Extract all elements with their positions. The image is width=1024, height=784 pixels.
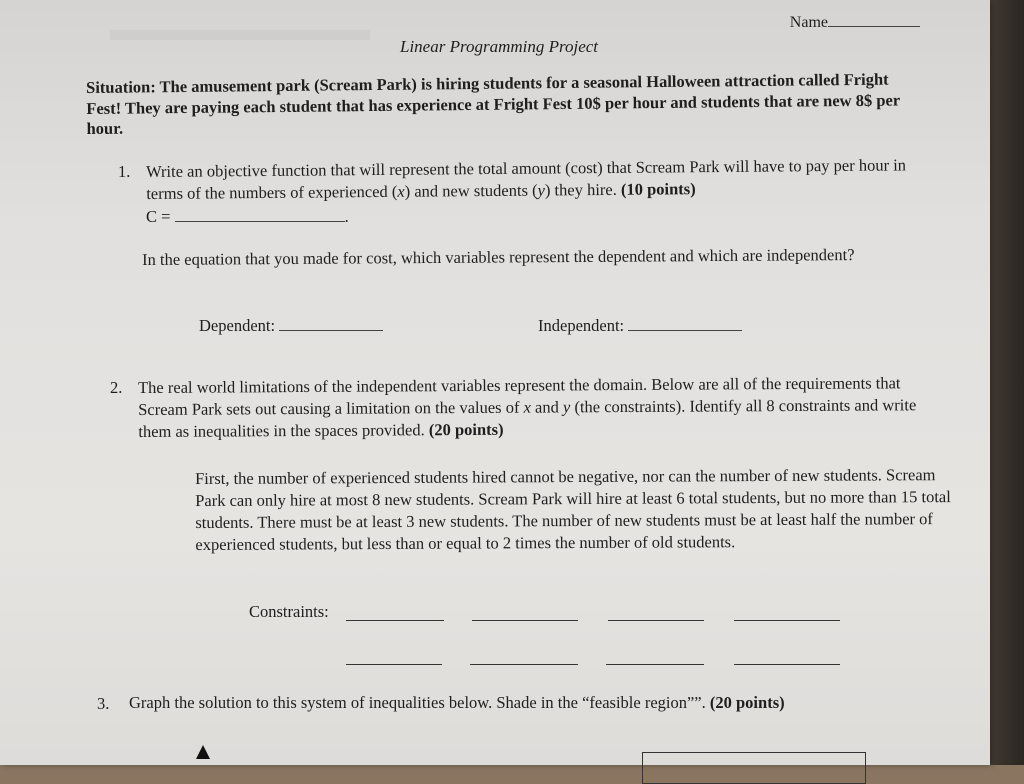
question-1-followup: In the equation that you made for cost, which variables represent the dependent and which are independent? xyxy=(142,245,855,269)
question-1-points: (10 points) xyxy=(620,179,696,199)
question-3-text-body: Graph the solution to this system of inequalities below. Shade in the “feasible region””. xyxy=(129,693,706,712)
question-3-text xyxy=(129,692,785,714)
and-word: and xyxy=(534,397,559,417)
name-field xyxy=(790,14,920,32)
question-1-text-c: ) they hire. xyxy=(544,179,617,200)
question-2-text-a: The real world limitations of the independent variables represent the domain. Below are all of the requirements that Scream Park sets out causing a limitation on the values of xyxy=(138,373,901,419)
answer-box xyxy=(642,752,866,784)
constraints-label: Constraints: xyxy=(249,602,329,621)
var-x: x xyxy=(397,181,405,201)
cost-label: C = xyxy=(146,207,171,226)
dependent-label: Dependent: xyxy=(199,316,276,335)
name-blank xyxy=(828,26,920,27)
question-2-text xyxy=(138,372,948,443)
cost-blank xyxy=(175,221,345,222)
dependent-field xyxy=(199,315,383,337)
independent-label: Independent: xyxy=(538,316,625,335)
question-1-text-a: Write an objective function that will represent the total amount (cost) that Scream Park will have to pay per hour in terms of the numbers of experienced ( xyxy=(146,155,907,203)
bleed-through-text xyxy=(110,30,370,40)
independent-blank xyxy=(628,330,742,331)
constraints-paragraph: First, the number of experienced students hired cannot be negative, nor can the number of new students. Scream Park can only hire at most 8 new students. Scream Park will hire at least 6 total students, but no more than 15 total students. There must be at least 3 new students. The number of new students must be at least half the number of experienced students, but less than or equal to 2 times the number of old students. xyxy=(195,465,951,554)
question-1-number: 1. xyxy=(118,162,131,181)
var-x: x xyxy=(523,397,531,417)
page-title: Linear Programming Project xyxy=(400,37,599,56)
question-1-text xyxy=(146,154,926,205)
graph-axis-arrow-icon xyxy=(196,745,210,759)
independent-field xyxy=(538,315,742,337)
var-y: y xyxy=(537,180,545,200)
question-2-text-b: (the constraints). Identify all 8 constraints and write them as inequalities in the spaces provided. xyxy=(138,395,917,441)
question-3-points: (20 points) xyxy=(709,693,785,712)
var-y: y xyxy=(562,397,571,417)
name-label: Name xyxy=(789,14,828,31)
constraint-blank-8 xyxy=(734,664,840,665)
question-2-number: 2. xyxy=(110,378,123,397)
question-1-text-b: ) and new students ( xyxy=(404,180,538,201)
question-3-number: 3. xyxy=(97,694,110,713)
constraint-blank-5 xyxy=(346,664,442,665)
constraint-blank-1 xyxy=(346,620,444,621)
cost-equation-line xyxy=(146,206,349,228)
constraint-blank-7 xyxy=(606,664,704,665)
question-2-points: (20 points) xyxy=(428,419,504,440)
constraint-blank-4 xyxy=(734,620,840,621)
constraint-blank-2 xyxy=(472,620,578,621)
cost-period: . xyxy=(344,207,349,226)
dependent-blank xyxy=(279,330,383,331)
situation-text: Situation: The amusement park (Scream Park) is hiring students for a seasonal Halloween attraction called Fright Fest! They are paying each student that has experience at Fright Fest 10$ per hour and students that are new 8$ per hour. xyxy=(86,69,900,138)
constraint-blank-6 xyxy=(470,664,578,665)
constraint-blank-3 xyxy=(608,620,704,621)
